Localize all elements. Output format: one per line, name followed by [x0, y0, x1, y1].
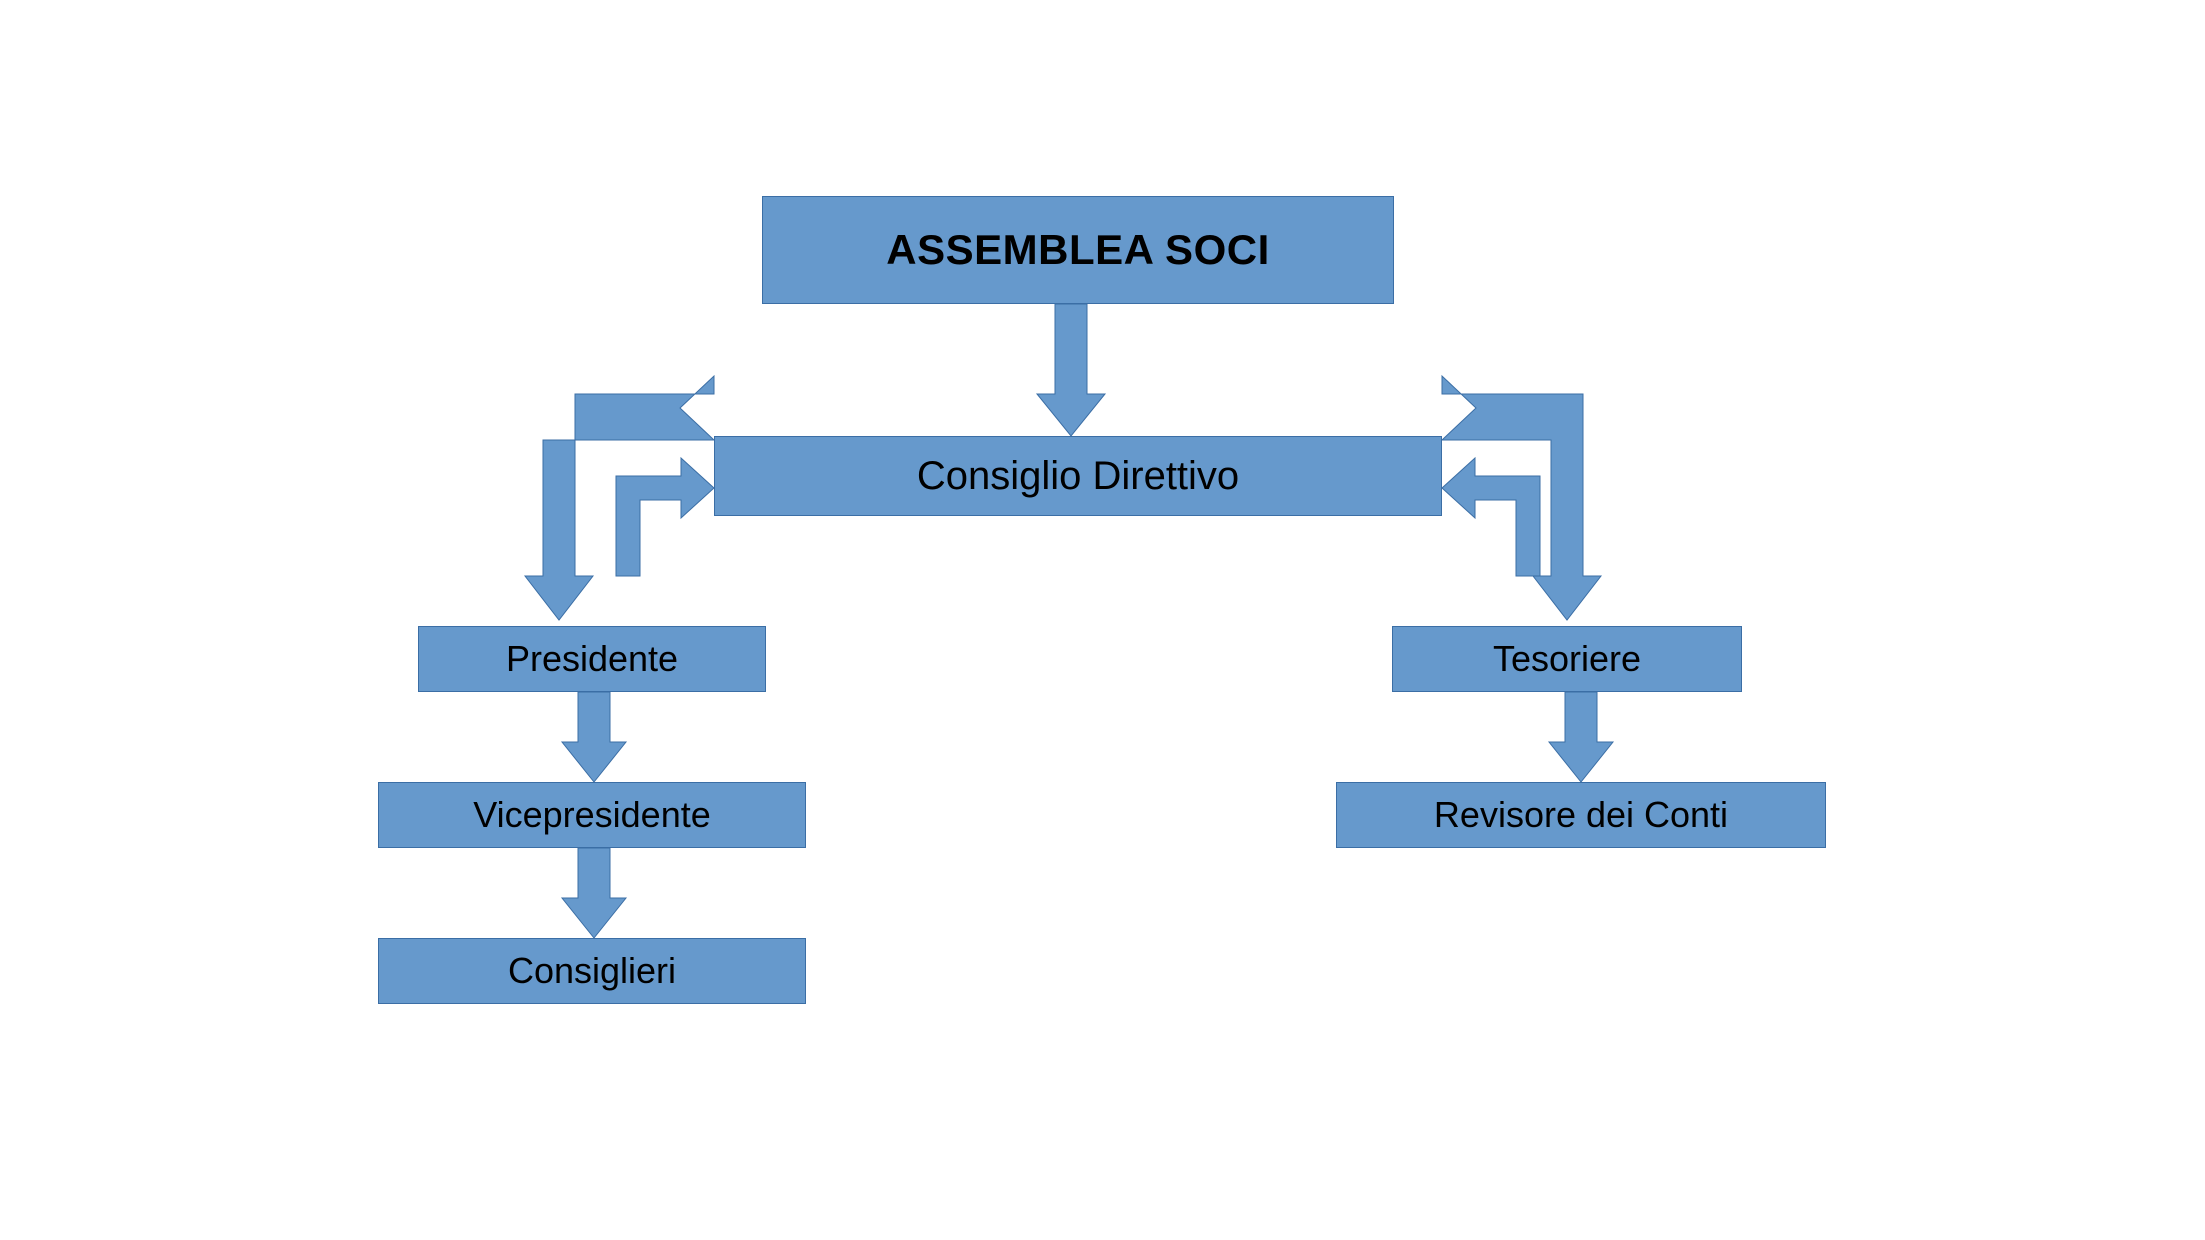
arrow-presidente-to-vicepresidente [562, 692, 626, 782]
node-presidente[interactable] [418, 626, 766, 692]
arrow-tesoriere-to-revisore [1549, 692, 1613, 782]
arrow-consiglio-to-presidente [525, 376, 714, 620]
node-vicepresidente-label: Vicepresidente [473, 794, 711, 836]
node-consiglieri-label: Consiglieri [507, 950, 677, 992]
arrow-consiglio-to-tesoriere [1442, 376, 1601, 620]
node-tesoriere[interactable] [1392, 626, 1742, 692]
node-consiglio-direttivo-label: Consiglio Direttivo [916, 454, 1240, 498]
node-assemblea-soci-label: ASSEMBLEA SOCI [886, 225, 1270, 273]
arrow-presidente-to-consiglio [616, 458, 714, 576]
node-presidente-label: Presidente [505, 638, 679, 680]
node-tesoriere-label: Tesoriere [1492, 638, 1642, 680]
arrow-vicepresidente-to-consiglieri [562, 848, 626, 938]
node-consiglieri[interactable] [378, 938, 806, 1004]
node-vicepresidente[interactable] [378, 782, 806, 848]
node-revisore-dei-conti-label: Revisore dei Conti [1433, 794, 1729, 836]
node-revisore-dei-conti[interactable] [1336, 782, 1826, 848]
arrow-assemblea-to-consiglio [1037, 304, 1105, 436]
node-assemblea-soci[interactable] [762, 196, 1394, 304]
node-consiglio-direttivo[interactable] [714, 436, 1442, 516]
arrow-tesoriere-to-consiglio [1442, 458, 1540, 576]
